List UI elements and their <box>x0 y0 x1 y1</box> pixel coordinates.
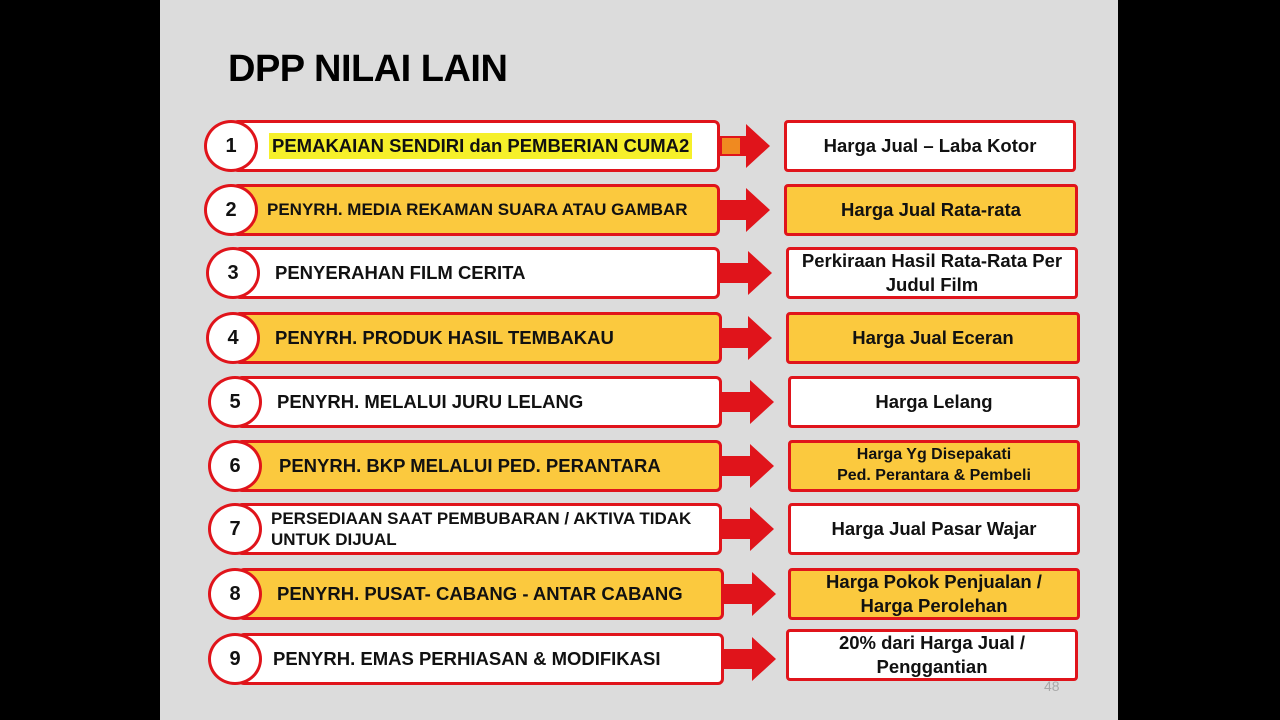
table-row <box>160 503 1118 559</box>
arrow-right-icon <box>720 316 772 360</box>
basis-line: Harga Pokok Penjualan / <box>826 571 1042 593</box>
item-label: PENYRH. MELALUI JURU LELANG <box>277 390 584 412</box>
item-label: PERSEDIAAN SAAT PEMBUBARAN / AKTIVA TIDAK UNTUK DIJUAL <box>271 508 692 549</box>
number-circle: 2 <box>204 184 258 236</box>
basis-label: Harga Jual Eceran <box>852 327 1014 349</box>
basis-box <box>788 503 1080 555</box>
number-circle: 7 <box>208 503 262 555</box>
basis-box <box>786 629 1078 681</box>
number-circle: 1 <box>204 120 258 172</box>
slide <box>160 0 1118 720</box>
arrow-right-icon <box>722 380 774 424</box>
basis-line: Penggantian <box>876 656 988 677</box>
item-box <box>232 120 720 172</box>
basis-line: Harga Perolehan <box>860 595 1008 616</box>
basis-label <box>837 445 1031 487</box>
item-box <box>236 503 722 555</box>
item-box <box>234 247 720 299</box>
item-box <box>234 312 722 364</box>
item-box <box>232 184 720 236</box>
number-circle: 3 <box>206 247 260 299</box>
arrow-right-icon <box>718 124 770 168</box>
table-row <box>160 120 1118 176</box>
number-circle: 4 <box>206 312 260 364</box>
basis-label <box>826 570 1042 617</box>
item-label: PENYRH. PRODUK HASIL TEMBAKAU <box>275 326 614 348</box>
basis-box <box>788 440 1080 492</box>
item-label: PENYERAHAN FILM CERITA <box>275 261 526 283</box>
item-box <box>236 376 722 428</box>
basis-label: Harga Jual – Laba Kotor <box>823 135 1037 157</box>
basis-label <box>839 631 1025 678</box>
item-box <box>236 440 722 492</box>
basis-box <box>784 120 1076 172</box>
page-number: 48 <box>1044 678 1060 694</box>
table-row <box>160 568 1118 624</box>
item-label: PENYRH. MEDIA REKAMAN SUARA ATAU GAMBAR <box>267 200 688 220</box>
basis-box <box>788 376 1080 428</box>
arrow-right-icon <box>724 637 776 681</box>
item-label: PENYRH. PUSAT- CABANG - ANTAR CABANG <box>277 582 683 604</box>
table-row <box>160 440 1118 496</box>
item-box <box>238 633 724 685</box>
table-row <box>160 247 1118 303</box>
table-row <box>160 184 1118 240</box>
number-circle: 9 <box>208 633 262 685</box>
number-circle: 6 <box>208 440 262 492</box>
number-circle: 5 <box>208 376 262 428</box>
basis-label: Harga Lelang <box>875 391 993 413</box>
arrow-right-icon <box>720 251 772 295</box>
item-label: PENYRH. BKP MELALUI PED. PERANTARA <box>279 454 661 476</box>
basis-line: Ped. Perantara & Pembeli <box>837 467 1031 484</box>
item-box <box>238 568 724 620</box>
table-row <box>160 376 1118 432</box>
slide-title: DPP NILAI LAIN <box>228 48 508 90</box>
arrow-right-icon <box>722 444 774 488</box>
basis-line: Harga Yg Disepakati <box>856 446 1012 464</box>
basis-box <box>786 312 1080 364</box>
item-label: PENYRH. EMAS PERHIASAN & MODIFIKASI <box>273 647 661 669</box>
basis-label: Harga Jual Pasar Wajar <box>831 518 1037 540</box>
basis-label: Perkiraan Hasil Rata-Rata Per Judul Film <box>801 250 1063 295</box>
table-row <box>160 312 1118 368</box>
item-label: PEMAKAIAN SENDIRI dan PEMBERIAN CUMA2 <box>269 133 692 159</box>
basis-box <box>788 568 1080 620</box>
basis-line: 20% dari Harga Jual / <box>838 632 1026 654</box>
number-circle: 8 <box>208 568 262 620</box>
arrow-right-icon <box>722 507 774 551</box>
arrow-right-icon <box>724 572 776 616</box>
arrow-right-icon <box>718 188 770 232</box>
basis-box <box>784 184 1078 236</box>
table-row <box>160 633 1118 689</box>
basis-box <box>786 247 1078 299</box>
basis-label: Harga Jual Rata-rata <box>841 199 1021 221</box>
